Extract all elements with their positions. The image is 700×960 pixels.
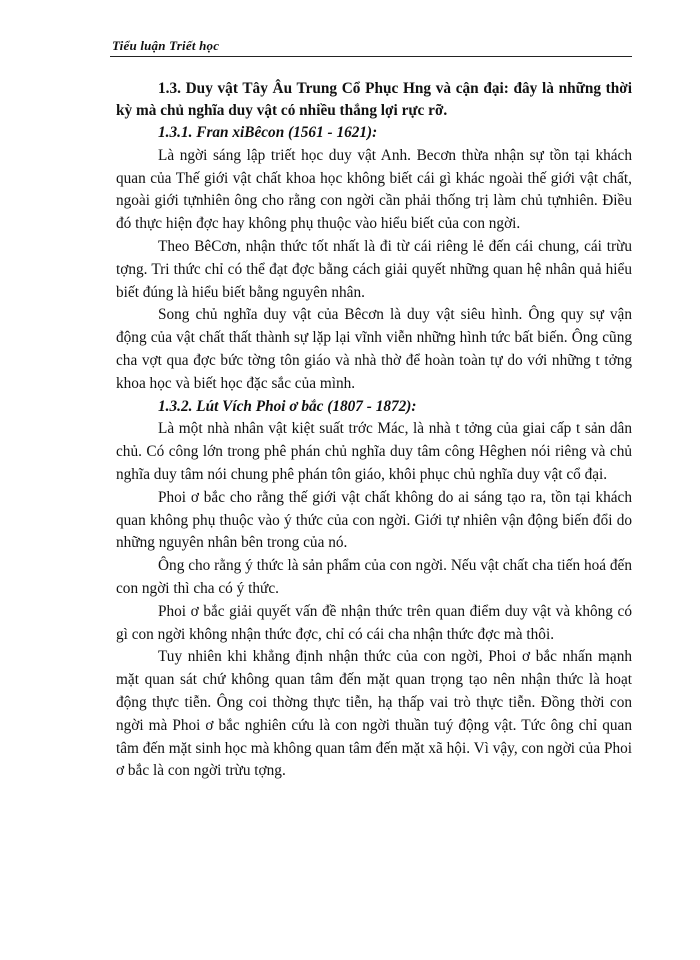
header-divider bbox=[110, 56, 632, 57]
paragraph: Phoi ơ bắc giải quyết vấn đề nhận thức trên quan điểm duy vật và không có gì con ngời không nhận thức đợc, chỉ có cái cha nhận thức đợc mà thôi. bbox=[116, 602, 632, 643]
paragraph: Là ngời sáng lập triết học duy vật Anh. Becơn thừa nhận sự tồn tại khách quan của Thế giới vật chất khoa học không biết cái gì khác ngoài thế giới vật chất, ngoài giới tựnhiên ông cho rằng con ngời cần phải thống trị làm chủ tựnhiên. Điều đó thực hiện đợc hay không phụ thuộc vào hiểu biết của con ngời. bbox=[116, 146, 632, 233]
paragraph: Song chủ nghĩa duy vật của Bêcơn là duy vật siêu hình. Ông quy sự vận động của vật chất thất thành sự lặp lại vĩnh viễn những hình tức bất biến. Ông cũng cha vợt qua đợc bức tờng tôn giáo và nhà thờ để hoàn toàn tự do với những t tởng khoa học và biết học đặc sắc của mình. bbox=[116, 306, 632, 392]
section-heading: 1.3. Duy vật Tây Âu Trung Cổ Phục Hng và cận đại: đây là những thời kỳ mà chủ nghĩa duy vật có nhiều thắng lợi rực rỡ. bbox=[116, 80, 632, 119]
subsection-heading-feuerbach: 1.3.2. Lút Vích Phoi ơ bắc (1807 - 1872): bbox=[158, 397, 417, 415]
paragraph: Ông cho rằng ý thức là sản phẩm của con ngời. Nếu vật chất cha tiến hoá đến con ngời thì cha có ý thức. bbox=[116, 557, 632, 597]
subsection-heading-bacon: 1.3.1. Fran xiBêcon (1561 - 1621): bbox=[158, 124, 378, 141]
paragraph: Tuy nhiên khi khẳng định nhận thức của con ngời, Phoi ơ bắc nhấn mạnh mặt quan sát chứ không quan tâm đến mặt quan trọng tạo nên nhận thức là hoạt động thực tiễn. Ông coi thờng thực tiễn, hạ thấp vai trò thực tiễn. Đồng thời con ngời mà Phoi ơ bắc nghiên cứu là con ngời thuần tuý động vật. Tức ông chỉ quan tâm đến mặt sinh học mà không quan tâm đến mặt xã hội. Vì vậy, con ngời của Phoi ơ bắc là con ngời trừu tợng. bbox=[116, 648, 632, 780]
document-header-title: Tiểu luận Triết học bbox=[112, 38, 220, 53]
paragraph: Là một nhà nhân vật kiệt suất trớc Mác, là nhà t tởng của giai cấp t sản dân chủ. Có công lớn trong phê phán chủ nghĩa duy tâm công Hêghen nói riêng và chủ nghĩa duy tâm nói chung phê phán tôn giáo, khôi phục chủ nghĩa duy vật cổ đại. bbox=[116, 420, 632, 483]
paragraph: Phoi ơ bắc cho rằng thế giới vật chất không do ai sáng tạo ra, tồn tại khách quan không phụ thuộc vào ý thức của con ngời. Giới tự nhiên vận động biến đổi do những nguyên nhân bên trong của nó. bbox=[116, 488, 632, 552]
paragraph: Theo BêCơn, nhận thức tốt nhất là đi từ cái riêng lẻ đến cái chung, cái trừu tợng. Tri thức chỉ có thể đạt đợc bằng cách giải quyết những quan hệ nhân quả hiểu biết đúng là hiểu biết bằng nguyên nhân. bbox=[116, 237, 632, 301]
document-body bbox=[116, 78, 632, 783]
